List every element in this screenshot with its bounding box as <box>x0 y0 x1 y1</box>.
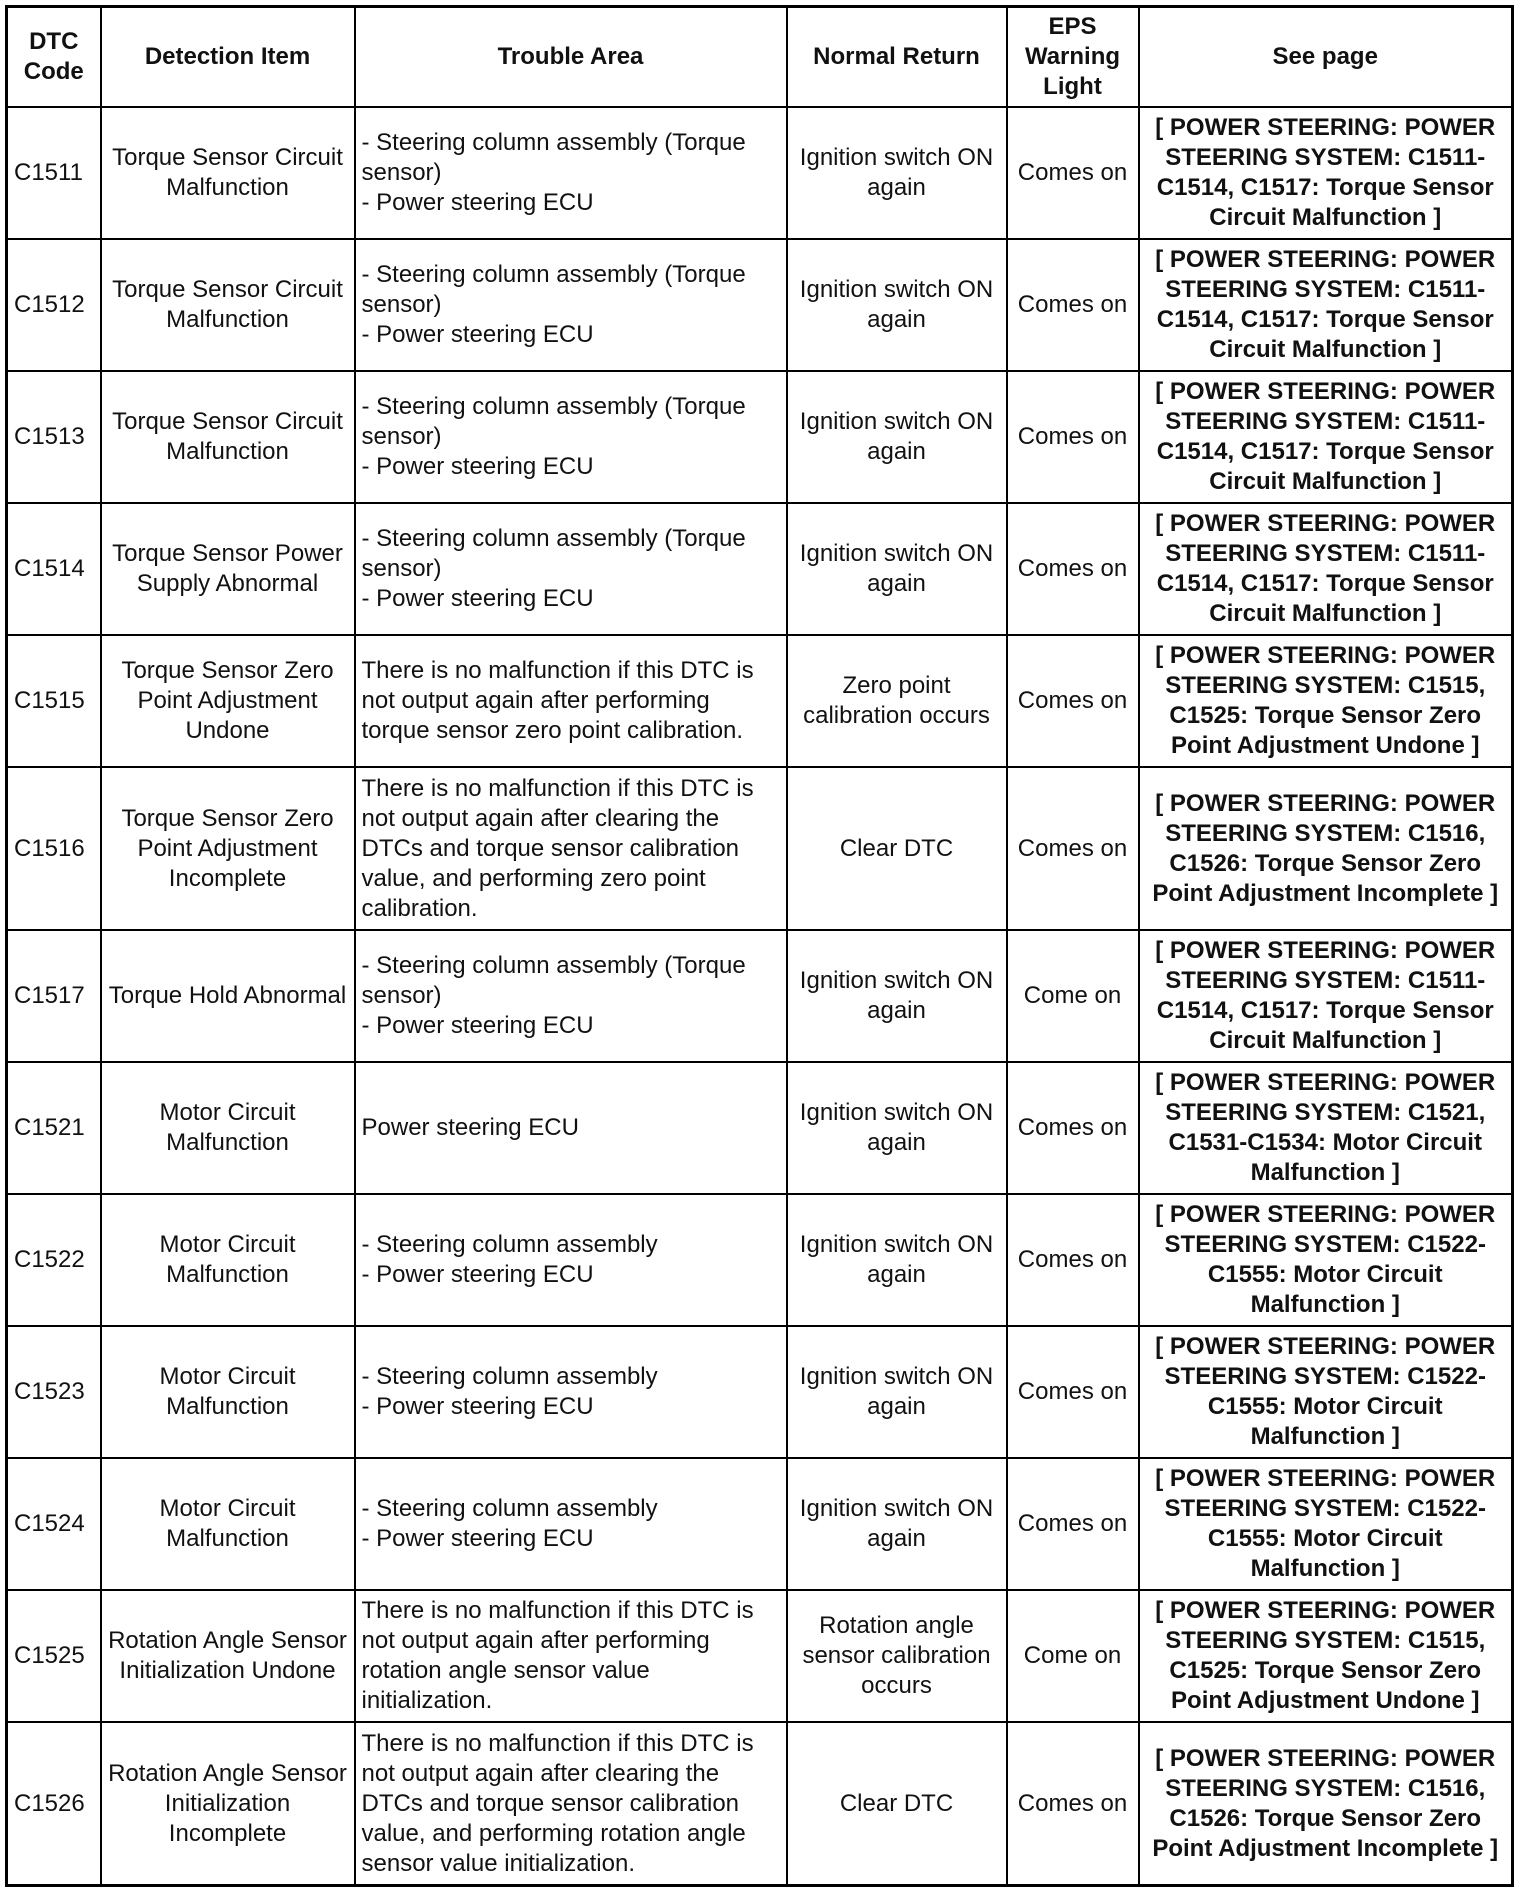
dtc-code-cell: C1523 <box>7 1326 101 1458</box>
normal-return-cell: Ignition switch ON again <box>787 930 1007 1062</box>
normal-return-cell: Rotation angle sensor calibration occurs <box>787 1590 1007 1722</box>
detection-item-cell: Torque Sensor Zero Point Adjustment Undone <box>101 635 355 767</box>
header-see-page: See page <box>1139 7 1513 108</box>
detection-item-cell: Motor Circuit Malfunction <box>101 1458 355 1590</box>
eps-warning-light-cell: Comes on <box>1007 1194 1139 1326</box>
table-body <box>7 107 1513 1886</box>
eps-warning-light-cell: Comes on <box>1007 107 1139 239</box>
trouble-area-line: - Steering column assembly (Torque sensor) <box>361 129 746 187</box>
trouble-area-cell <box>355 371 787 503</box>
trouble-area-cell <box>355 1722 787 1885</box>
trouble-area-line: - Steering column assembly (Torque sensor) <box>361 952 746 1010</box>
eps-warning-light-cell: Comes on <box>1007 1326 1139 1458</box>
see-page-cell: [ POWER STEERING: POWER STEERING SYSTEM: C1522-C1555: Motor Circuit Malfunction ] <box>1139 1458 1513 1590</box>
trouble-area-cell <box>355 503 787 635</box>
detection-item-cell: Torque Sensor Circuit Malfunction <box>101 239 355 371</box>
see-page-cell: [ POWER STEERING: POWER STEERING SYSTEM: C1516, C1526: Torque Sensor Zero Point Adjustment Incomplete ] <box>1139 1722 1513 1885</box>
dtc-code-cell: C1512 <box>7 239 101 371</box>
trouble-area-line: Power steering ECU <box>361 1114 579 1142</box>
trouble-area-line: - Power steering ECU <box>361 1261 594 1289</box>
eps-warning-light-cell: Comes on <box>1007 371 1139 503</box>
header-normal-return: Normal Return <box>787 7 1007 108</box>
normal-return-cell: Ignition switch ON again <box>787 503 1007 635</box>
table-row <box>7 371 1513 503</box>
normal-return-cell: Ignition switch ON again <box>787 1062 1007 1194</box>
see-page-cell: [ POWER STEERING: POWER STEERING SYSTEM: C1515, C1525: Torque Sensor Zero Point Adjustment Undone ] <box>1139 1590 1513 1722</box>
trouble-area-line: - Power steering ECU <box>361 1525 594 1553</box>
trouble-area-cell <box>355 1194 787 1326</box>
dtc-code-cell: C1513 <box>7 371 101 503</box>
trouble-area-cell <box>355 1590 787 1722</box>
trouble-area-line: There is no malfunction if this DTC is not output again after performing torque sensor zero point calibration. <box>361 657 754 745</box>
trouble-area-line: - Steering column assembly (Torque sensor) <box>361 393 746 451</box>
header-eps-warning-light: EPS Warning Light <box>1007 7 1139 108</box>
eps-warning-light-cell: Comes on <box>1007 1062 1139 1194</box>
trouble-area-line: There is no malfunction if this DTC is not output again after clearing the DTCs and torque sensor calibration value, and performing rotation angle sensor value initialization. <box>361 1729 754 1877</box>
header-row <box>7 7 1513 108</box>
trouble-area-cell <box>355 635 787 767</box>
see-page-cell: [ POWER STEERING: POWER STEERING SYSTEM: C1511-C1514, C1517: Torque Sensor Circuit Malfunction ] <box>1139 371 1513 503</box>
trouble-area-line: - Power steering ECU <box>361 1012 594 1040</box>
detection-item-cell: Torque Hold Abnormal <box>101 930 355 1062</box>
trouble-area-cell <box>355 239 787 371</box>
see-page-cell: [ POWER STEERING: POWER STEERING SYSTEM: C1511-C1514, C1517: Torque Sensor Circuit Malfunction ] <box>1139 503 1513 635</box>
trouble-area-line: - Power steering ECU <box>361 321 594 349</box>
see-page-cell: [ POWER STEERING: POWER STEERING SYSTEM: C1511-C1514, C1517: Torque Sensor Circuit Malfunction ] <box>1139 930 1513 1062</box>
trouble-area-line: - Steering column assembly <box>361 1495 658 1523</box>
trouble-area-line: - Steering column assembly <box>361 1231 658 1259</box>
trouble-area-line: - Steering column assembly (Torque sensor) <box>361 261 746 319</box>
normal-return-cell: Ignition switch ON again <box>787 371 1007 503</box>
trouble-area-cell <box>355 1326 787 1458</box>
table-row <box>7 1194 1513 1326</box>
dtc-table <box>5 5 1514 1887</box>
eps-warning-light-cell: Comes on <box>1007 635 1139 767</box>
dtc-code-cell: C1515 <box>7 635 101 767</box>
normal-return-cell: Zero point calibration occurs <box>787 635 1007 767</box>
detection-item-cell: Motor Circuit Malfunction <box>101 1062 355 1194</box>
eps-warning-light-cell: Come on <box>1007 1590 1139 1722</box>
normal-return-cell: Ignition switch ON again <box>787 1326 1007 1458</box>
see-page-cell: [ POWER STEERING: POWER STEERING SYSTEM: C1511-C1514, C1517: Torque Sensor Circuit Malfunction ] <box>1139 239 1513 371</box>
see-page-cell: [ POWER STEERING: POWER STEERING SYSTEM: C1522-C1555: Motor Circuit Malfunction ] <box>1139 1194 1513 1326</box>
detection-item-cell: Torque Sensor Zero Point Adjustment Incomplete <box>101 767 355 930</box>
table-row <box>7 1326 1513 1458</box>
trouble-area-line: There is no malfunction if this DTC is not output again after performing rotation angle sensor value initialization. <box>361 1597 754 1715</box>
eps-warning-light-cell: Come on <box>1007 930 1139 1062</box>
trouble-area-cell <box>355 107 787 239</box>
see-page-cell: [ POWER STEERING: POWER STEERING SYSTEM: C1515, C1525: Torque Sensor Zero Point Adjustment Undone ] <box>1139 635 1513 767</box>
trouble-area-line: - Steering column assembly (Torque sensor) <box>361 525 746 583</box>
table-row <box>7 1458 1513 1590</box>
header-trouble-area: Trouble Area <box>355 7 787 108</box>
header-dtc-code: DTC Code <box>7 7 101 108</box>
eps-warning-light-cell: Comes on <box>1007 239 1139 371</box>
dtc-code-cell: C1526 <box>7 1722 101 1885</box>
trouble-area-cell <box>355 1062 787 1194</box>
see-page-cell: [ POWER STEERING: POWER STEERING SYSTEM: C1521, C1531-C1534: Motor Circuit Malfunction ] <box>1139 1062 1513 1194</box>
dtc-code-cell: C1516 <box>7 767 101 930</box>
trouble-area-line: - Power steering ECU <box>361 453 594 481</box>
trouble-area-cell <box>355 1458 787 1590</box>
dtc-code-cell: C1521 <box>7 1062 101 1194</box>
eps-warning-light-cell: Comes on <box>1007 503 1139 635</box>
normal-return-cell: Ignition switch ON again <box>787 1458 1007 1590</box>
table-row <box>7 930 1513 1062</box>
detection-item-cell: Torque Sensor Circuit Malfunction <box>101 107 355 239</box>
normal-return-cell: Ignition switch ON again <box>787 239 1007 371</box>
table-row <box>7 239 1513 371</box>
trouble-area-line: - Power steering ECU <box>361 189 594 217</box>
table-row <box>7 1722 1513 1885</box>
eps-warning-light-cell: Comes on <box>1007 1458 1139 1590</box>
header-detection-item: Detection Item <box>101 7 355 108</box>
dtc-code-cell: C1511 <box>7 107 101 239</box>
detection-item-cell: Torque Sensor Circuit Malfunction <box>101 371 355 503</box>
dtc-code-cell: C1517 <box>7 930 101 1062</box>
table-row <box>7 1590 1513 1722</box>
dtc-code-cell: C1514 <box>7 503 101 635</box>
dtc-code-cell: C1525 <box>7 1590 101 1722</box>
eps-warning-light-cell: Comes on <box>1007 767 1139 930</box>
see-page-cell: [ POWER STEERING: POWER STEERING SYSTEM: C1511-C1514, C1517: Torque Sensor Circuit Malfunction ] <box>1139 107 1513 239</box>
dtc-code-cell: C1522 <box>7 1194 101 1326</box>
table-row <box>7 635 1513 767</box>
normal-return-cell: Ignition switch ON again <box>787 1194 1007 1326</box>
trouble-area-line: - Power steering ECU <box>361 585 594 613</box>
detection-item-cell: Rotation Angle Sensor Initialization Undone <box>101 1590 355 1722</box>
normal-return-cell: Clear DTC <box>787 1722 1007 1885</box>
detection-item-cell: Rotation Angle Sensor Initialization Incomplete <box>101 1722 355 1885</box>
table-row <box>7 107 1513 239</box>
trouble-area-line: - Steering column assembly <box>361 1363 658 1391</box>
trouble-area-line: - Power steering ECU <box>361 1393 594 1421</box>
see-page-cell: [ POWER STEERING: POWER STEERING SYSTEM: C1522-C1555: Motor Circuit Malfunction ] <box>1139 1326 1513 1458</box>
detection-item-cell: Torque Sensor Power Supply Abnormal <box>101 503 355 635</box>
normal-return-cell: Ignition switch ON again <box>787 107 1007 239</box>
detection-item-cell: Motor Circuit Malfunction <box>101 1194 355 1326</box>
detection-item-cell: Motor Circuit Malfunction <box>101 1326 355 1458</box>
eps-warning-light-cell: Comes on <box>1007 1722 1139 1885</box>
normal-return-cell: Clear DTC <box>787 767 1007 930</box>
table-row <box>7 1062 1513 1194</box>
dtc-code-cell: C1524 <box>7 1458 101 1590</box>
trouble-area-cell <box>355 930 787 1062</box>
table-row <box>7 503 1513 635</box>
table-row <box>7 767 1513 930</box>
table-header <box>7 7 1513 108</box>
trouble-area-line: There is no malfunction if this DTC is not output again after clearing the DTCs and torque sensor calibration value, and performing zero point calibration. <box>361 774 754 922</box>
trouble-area-cell <box>355 767 787 930</box>
see-page-cell: [ POWER STEERING: POWER STEERING SYSTEM: C1516, C1526: Torque Sensor Zero Point Adjustment Incomplete ] <box>1139 767 1513 930</box>
